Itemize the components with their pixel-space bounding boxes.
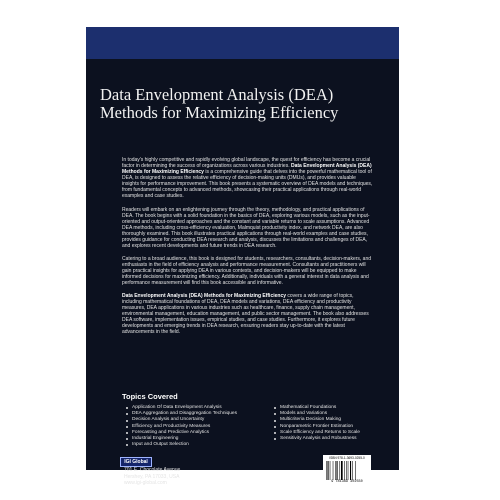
barcode-bar [355,461,356,480]
p4-rest: covers a wide range of topics, including mathematical foundations of DEA, DEA models and variations, DEA efficiency and productivity measures, DEA applications in various industries such as healthcare, finance, supply chain management, environmental management, education management, and public sector management. The book also addresses DEA software, implementation issues, empirical studies, and case studies. Furthermore, it explores future developments and emerging trends in DEA research, ensuring readers stay up-to-date with the latest advancements in the field. [122,293,369,335]
topic-item: Industrial Engineering [126,436,237,442]
barcode-bar [346,461,347,480]
description-paragraph-1 [122,157,374,199]
description-paragraph-2: Readers will embark on an enlightening journey through the theory, methodology, and practical applications of DEA. The book begins with a solid foundation in the basics of DEA, exploring various models, such as the input-oriented and output-oriented approaches and the constant and variable returns to scale assumptions. Advanced DEA methods, including cross-efficiency evaluation, Malmquist productivity index, and network DEA, are also thoroughly examined. This book illustrates practical applications through real-world examples and case studies, provides guidance for conducting DEA research and analysis, discusses the limitations and challenges of DEA, and explores recent developments and future trends in DEA research. [122,207,370,249]
topics-heading: Topics Covered [122,392,178,401]
barcode-bar [341,461,343,480]
barcode-digits: 9 781369 302550 [331,480,363,484]
topic-item: Sensitivity Analysis and Robustness [274,436,360,442]
topics-list-left [126,405,237,448]
barcode-bar [326,461,327,480]
description-paragraph-4 [122,293,374,335]
barcode-bar [330,461,331,480]
p1-lead: In today's highly competitive and rapidly evolving global landscape, the quest for efficiency has become a crucial factor in determining the success of organizations across various industries. [122,157,371,169]
book-description [122,157,374,342]
topic-item: Multicriteria Decision Making [274,417,360,423]
barcode-bar [340,461,341,480]
barcode-bar [348,461,349,480]
p1-bold-title: Data Envelopment Analysis (DEA) Methods for Maximizing Efficiency [122,163,372,175]
topic-item: Models and Variations [274,411,360,417]
topic-item: Decision Analysis and Uncertainty [126,417,237,423]
p1-rest: is a comprehensive guide that delves into the powerful mathematical tool of DEA, is designed to assess the relative efficiency of decision-making units (DMUs), and provides valuable insights for performance improvement. This book presents a systematic overview of DEA models and techniques, from fundamental concepts to advanced methods, showcasing their practical applications through real-world examples and case studies. [122,169,373,199]
topic-item: Application Of Data Envelopment Analysis [126,405,237,411]
barcode-bar [333,461,334,480]
barcode-bar [337,461,338,480]
description-paragraph-3: Catering to a broad audience, this book is designed for students, researchers, consultants, decision-makers, and enthusiasts in the field of efficiency analysis and performance measurement. Consultants and practitioners will gain practical insights for applying DEA in various contexts, and decision-makers will be equipped to make informed decisions for maximizing efficiency. Additionally, individuals with a general interest in data analysis and performance measurement will find this book accessible and informative. [122,256,372,286]
topics-list-right [274,405,360,442]
barcode-bar [344,461,345,480]
publisher-logo: IGI Global [120,457,152,467]
topic-item: Forecasting and Predictive Analytics [126,430,237,436]
barcode-bars-graphic [326,461,368,480]
topic-item: Efficiency and Productivity Measures [126,424,237,430]
address-line-1: 701 E. Chocolate Avenue [124,467,181,473]
publisher-address [124,467,180,487]
topic-item: Scale Efficiency and Returns to Scale [274,430,360,436]
publisher-website: www.igi-global.com [124,480,167,486]
isbn-label: ISBN 978-1-3693-0255-0 [329,456,365,460]
book-back-cover [86,27,399,486]
isbn-barcode [323,455,371,486]
topic-item: Nonparametric Frontier Estimation [274,424,360,430]
barcode-bar [335,461,336,480]
topic-item: Mathematical Foundations [274,405,360,411]
barcode-bar [350,461,351,480]
topic-item: DEA Aggregation and Disaggregation Techniques [126,411,237,417]
barcode-bar [352,461,353,480]
book-title: Data Envelopment Analysis (DEA) Methods for Maximizing Efficiency [100,85,339,122]
barcode-bar [328,461,329,480]
address-line-2: Hershey, PA 17033, USA [124,473,180,480]
cover-top-band [86,27,399,59]
p4-bold-title: Data Envelopment Analysis (DEA) Methods for Maximizing Efficiency [122,293,287,299]
topic-item: Input and Output Selection [126,442,237,448]
